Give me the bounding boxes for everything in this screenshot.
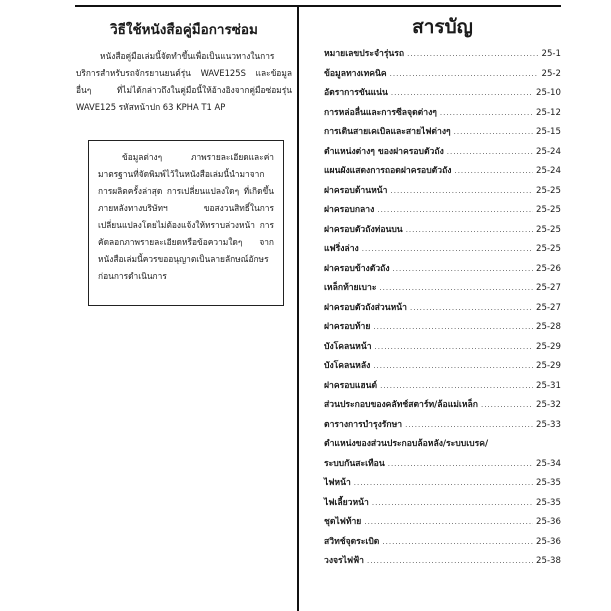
toc-leader-dots <box>410 304 533 312</box>
toc-leader-dots <box>372 499 533 507</box>
toc-entry-page: 25-27 <box>536 302 561 313</box>
toc-entry[interactable] <box>324 378 561 398</box>
toc-entry-title: ฝาครอบด้านหน้า <box>324 185 388 196</box>
notice-text: ข้อมูลต่างๆ ภาพรายละเอียดและค่ามาตรฐานที่จัดพิมพ์ไว้ในหนังสือเล่มนี้นำมาจากการผลิตครั้งล่าสุด การเปลี่ยนแปลงใดๆ ที่เกิดขึ้นภายหลังทางบริษัทฯ ขอสงวนสิทธิ์ในการเปลี่ยนแปลงโดยไม่ต้องแจ้งให้ทราบล่วงหน้า การคัดลอกภาพรายละเอียดหรือข้อความใดๆ จากหนังสือเล่มนี้ควรขออนุญาตเป็นลายลักษณ์อักษรก่อนการดำเนินการ <box>98 152 274 281</box>
column-divider <box>297 6 299 611</box>
toc-leader-dots <box>377 206 533 214</box>
toc-entry-title: ฝาครอบท้าย <box>324 322 371 332</box>
toc-leader-dots <box>373 323 533 331</box>
toc-entry-page: 25-36 <box>536 536 561 547</box>
toc-entry-title: แฟริ่งล่าง <box>324 244 359 254</box>
how-to-use-title: วิธีใช้หนังสือคู่มือการซ่อม <box>110 22 258 38</box>
toc-entry-title: ไฟหน้า <box>324 478 351 488</box>
toc-leader-dots <box>379 284 533 292</box>
toc-entry[interactable] <box>324 514 561 534</box>
toc-entry-title: แผนผังแสดงการถอดฝาครอบตัวถัง <box>324 166 452 176</box>
toc-leader-dots <box>406 226 533 234</box>
toc-leader-dots <box>440 109 533 117</box>
toc-leader-dots <box>362 245 533 253</box>
toc-leader-dots <box>354 479 533 487</box>
toc-entry[interactable] <box>324 66 561 86</box>
toc-entry[interactable] <box>324 105 561 125</box>
toc-leader-dots <box>390 70 539 78</box>
toc-leader-dots <box>380 382 533 390</box>
toc-entry-page: 25-32 <box>536 400 561 410</box>
toc-entry[interactable] <box>324 46 561 66</box>
toc-entry[interactable] <box>324 280 561 300</box>
toc-leader-dots <box>481 401 533 409</box>
notice-box <box>88 140 284 306</box>
toc-entry-title: ตำแหน่งต่างๆ ของฝาครอบตัวถัง <box>324 146 444 157</box>
toc-entry-page: 25-34 <box>536 458 561 469</box>
toc-entry-title: บังโคลนหน้า <box>324 341 372 352</box>
toc-entry[interactable] <box>324 534 561 554</box>
toc-entry-title: อัตราการขันแน่น <box>324 88 388 98</box>
toc-leader-dots <box>393 265 533 273</box>
toc-entry[interactable] <box>324 183 561 203</box>
toc-entry-title: ส่วนประกอบของคลัทช์สตาร์ท/ล้อแม่เหล็ก <box>324 400 478 410</box>
toc-entry[interactable] <box>324 319 561 339</box>
toc-entry[interactable] <box>324 85 561 105</box>
toc-entry-title: ไฟเลี้ยวหน้า <box>324 497 369 508</box>
toc-leader-dots <box>407 50 538 58</box>
toc-entry[interactable] <box>324 553 561 573</box>
toc-entry-title: การเดินสายเคเบิลและสายไฟต่างๆ <box>324 127 451 137</box>
toc-entry-page: 25-25 <box>536 244 561 254</box>
toc-entry-page: 25-1 <box>541 49 561 59</box>
toc-entry-title: ชุดไฟท้าย <box>324 517 362 527</box>
toc-entry[interactable] <box>324 261 561 281</box>
toc-entry-page: 25-33 <box>536 419 561 430</box>
toc-leader-dots <box>454 128 533 136</box>
toc-entry[interactable] <box>324 436 561 456</box>
toc-entry-page: 25-2 <box>541 68 561 79</box>
toc-entry[interactable] <box>324 300 561 320</box>
toc-entry-title: หมายเลขประจำรุ่นรถ <box>324 49 405 59</box>
toc-entry-title: ฝาครอบตัวถังส่วนหน้า <box>324 302 407 313</box>
toc-leader-dots <box>405 421 533 429</box>
toc-entry-title: วงจรไฟฟ้า <box>324 556 364 566</box>
toc-leader-dots <box>447 148 533 156</box>
intro-paragraph <box>76 48 292 116</box>
toc-entry-title: ฝาครอบตัวถังท่อนบน <box>324 224 403 235</box>
toc-entry-page: 25-25 <box>536 205 561 215</box>
toc-leader-dots <box>391 89 533 97</box>
toc-entry[interactable] <box>324 222 561 242</box>
how-to-use-section <box>76 18 292 116</box>
toc-leader-dots <box>388 460 533 468</box>
toc-list <box>324 46 561 573</box>
toc-entry-page: 25-38 <box>536 556 561 566</box>
toc-entry-page: 25-35 <box>536 497 561 508</box>
top-rule <box>75 5 561 7</box>
toc-entry-page: 25-29 <box>536 361 561 371</box>
notice-paragraph <box>98 149 274 285</box>
toc-entry[interactable] <box>324 339 561 359</box>
toc-entry[interactable] <box>324 163 561 183</box>
toc-leader-dots <box>454 167 533 175</box>
toc-entry[interactable] <box>324 241 561 261</box>
toc-entry-title: ตำแหน่งของส่วนประกอบล้อหลัง/ระบบเบรค/ <box>324 439 489 449</box>
toc-entry[interactable] <box>324 417 561 437</box>
toc-entry-title: ข้อมูลทางเทคนิค <box>324 68 387 79</box>
toc-entry-page: 25-12 <box>536 107 561 118</box>
toc-entry[interactable] <box>324 495 561 515</box>
toc-entry-page: 25-15 <box>536 127 561 137</box>
toc-entry-title: ฝาครอบแฮนด์ <box>324 380 378 391</box>
toc-leader-dots <box>391 187 534 195</box>
toc-entry-page: 25-10 <box>536 88 561 98</box>
toc-entry[interactable] <box>324 397 561 417</box>
toc-entry-page: 25-25 <box>536 224 561 235</box>
toc-entry-page: 25-28 <box>536 322 561 332</box>
intro-text: หนังสือคู่มือเล่มนี้จัดทำขึ้นเพื่อเป็นแนวทางในการบริการสำหรับรถจักรยานยนต์รุ่น WAVE125S และข้อมูลอื่นๆ ที่ไม่ได้กล่าวถึงในคู่มือนี้ให้อ้างอิงจากคู่มือซ่อมรุ่น WAVE125 รหัสหน้าปก 63 KPHA T1 AP <box>76 51 292 112</box>
toc-entry-page: 25-24 <box>536 166 561 176</box>
toc-entry[interactable] <box>324 144 561 164</box>
toc-entry-page: 25-27 <box>536 283 561 293</box>
toc-entry-page: 25-31 <box>536 380 561 391</box>
table-of-contents <box>324 12 561 573</box>
toc-leader-dots <box>364 518 533 526</box>
toc-entry-title: ตารางการบำรุงรักษา <box>324 419 403 430</box>
toc-entry[interactable] <box>324 456 561 476</box>
toc-leader-dots <box>367 557 533 565</box>
toc-entry-page: 25-24 <box>536 146 561 157</box>
toc-entry-title: สวิทช์จุดระเบิด <box>324 536 380 547</box>
toc-entry[interactable] <box>324 358 561 378</box>
toc-entry-title: เหล็กท้ายเบาะ <box>324 283 377 293</box>
toc-entry-title: ฝาครอบกลาง <box>324 205 375 215</box>
toc-entry[interactable] <box>324 202 561 222</box>
toc-entry-page: 25-36 <box>536 517 561 527</box>
toc-leader-dots <box>373 362 533 370</box>
toc-title: สารบัญ <box>412 16 473 38</box>
toc-entry-title: บังโคลนหลัง <box>324 361 371 371</box>
toc-entry-page: 25-29 <box>536 341 561 352</box>
toc-entry-title: การหล่อลื่นและการซีลจุดต่างๆ <box>324 107 437 118</box>
toc-entry-page: 25-25 <box>536 185 561 196</box>
toc-entry[interactable] <box>324 124 561 144</box>
toc-entry[interactable] <box>324 475 561 495</box>
toc-entry-page: 25-26 <box>536 263 561 274</box>
toc-entry-page: 25-35 <box>536 478 561 488</box>
toc-entry-title: ฝาครอบข้างตัวถัง <box>324 263 390 274</box>
toc-leader-dots <box>382 538 533 546</box>
toc-entry-title: ระบบกันสะเทือน <box>324 458 385 469</box>
toc-leader-dots <box>375 343 533 351</box>
